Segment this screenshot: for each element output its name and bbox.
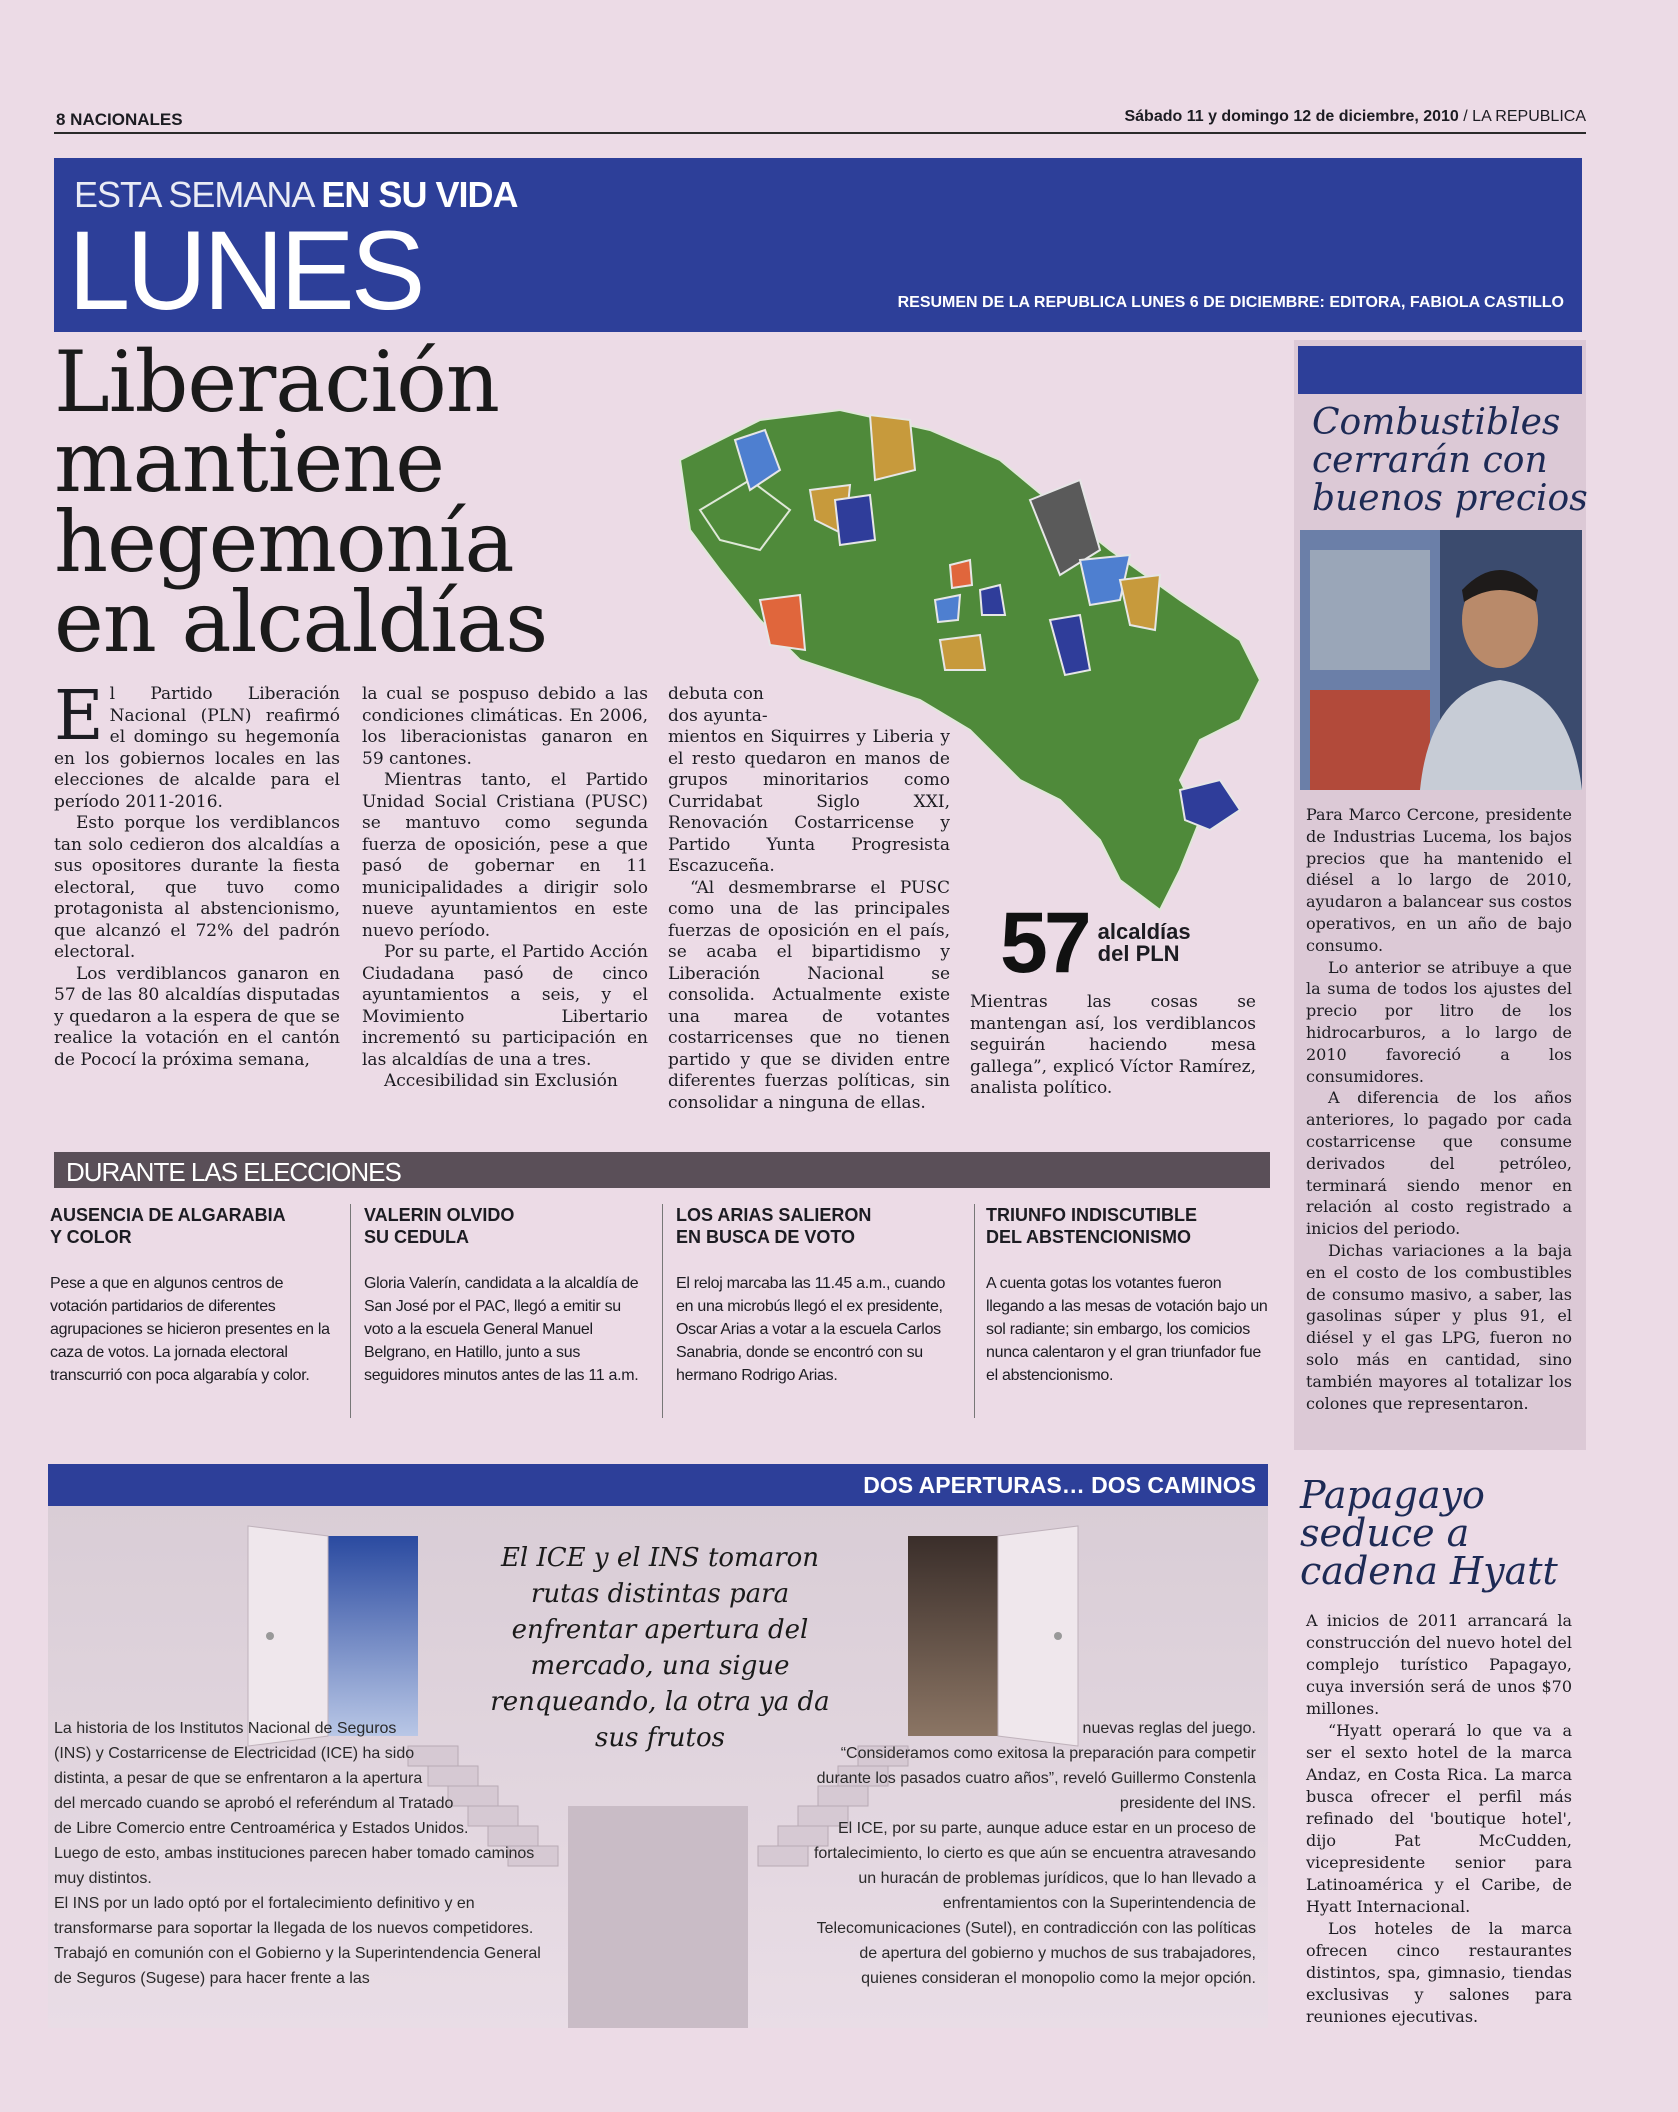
col2-p2: Mientras tanto, el Partido Unidad Social Cristiana (PUSC) se mantuvo como segunda fuerza de oposición, pese a que pasó de gobernar en 11 municipalidades a dirigir solo nueve ayuntamientos en este nuevo período.: [362, 770, 648, 941]
week-banner: [54, 158, 1582, 332]
article-col-2: [362, 684, 648, 1093]
paper-name: / LA REPUBLICA: [1458, 108, 1586, 125]
bullet-2-body: Gloria Valerín, candidata a la alcaldía de San José por el PAC, llegó a emitir su voto a la escuela General Manuel Belgrano, en Hatillo, junto a sus seguidores minutos antes de las 11 a.m.: [364, 1275, 639, 1384]
stat-number: 57: [1000, 895, 1088, 991]
sidebar-p1: Para Marco Cercone, presidente de Industrias Lucema, los bajos precios que ha mantenido el diésel a lo largo de 2010, ayudaron a balancear sus costos operativos, en un año de bajo consumo.: [1306, 805, 1572, 955]
header-rule: [54, 132, 1586, 134]
col3-p1: mientos en Siquirres y Liberia y el resto quedaron en manos de grupos minoritarios como Curridabat Siglo XXI, Renovación Costarricense y Partido Yunta Progresista Escazuceña.: [668, 727, 950, 876]
sidebar-title-2: cerrarán con: [1312, 440, 1548, 481]
kicker-bold: EN SU VIDA: [321, 174, 518, 215]
sidebar-p2: Lo anterior se atribuye a que la suma de todos los ajustes del precio por litro de los hidrocarburos, a lo largo de 2010 favoreció a los consumidores.: [1306, 957, 1572, 1086]
dos-title: DOS APERTURAS… DOS CAMINOS: [863, 1472, 1256, 1498]
papagayo-title-3: cadena Hyatt: [1300, 1549, 1558, 1593]
headline-line-3: en alcaldías: [54, 573, 548, 671]
bullet-4-body: A cuenta gotas los votantes fueron llegando a las mesas de votación bajo un sol radiante; sin embargo, los comicios nunca calentaron y el gran triunfador fue el abstencionismo.: [986, 1275, 1268, 1384]
main-headline: [54, 333, 914, 671]
papagayo-title: [1300, 1473, 1558, 1593]
dos-left-text: [54, 1716, 554, 1991]
col1-p3: Los verdiblancos ganaron en 57 de las 80 alcaldías disputadas y quedaron a la espera de que se realice la votación en el cantón de Pococí la próxima semana,: [54, 963, 340, 1070]
banner-summary: RESUMEN DE LA REPUBLICA LUNES 6 DE DICIEMBRE: EDITORA, FABIOLA CASTILLO: [897, 294, 1564, 311]
date-text: Sábado 11 y domingo 12 de diciembre, 2010: [1124, 108, 1459, 125]
dos-left-line-4: del mercado cuando se aprobó el referéndum al Tratado: [54, 1795, 454, 1812]
portrait-photo: [1300, 530, 1582, 790]
sidebar-title-3: buenos precios: [1312, 478, 1588, 519]
bullet-divider: [350, 1204, 351, 1418]
bullet-1-heading-2: Y COLOR: [50, 1227, 132, 1247]
col3-p2: “Al desmembrarse el PUSC como una de las principales fuerzas de oposición en el país, se acaba el bipartidismo y Liberación Nacional se consolida. Actualmente existe una marea de votantes costarricenses que no tienen partido y que se dividen entre diferentes fuerzas políticas, sin consolidar a ninguna de ellas.: [668, 877, 950, 1113]
dos-right-text: [800, 1716, 1256, 1991]
durante-title: DURANTE LAS ELECCIONES: [66, 1157, 401, 1187]
dos-bar: [48, 1464, 1268, 1506]
bullet-3-body: El reloj marcaba las 11.45 a.m., cuando en una microbús llegó el ex presidente, Oscar Arias a votar a la escuela Carlos Sanabria, donde se encontró con su hermano Rodrigo Arias.: [676, 1275, 946, 1384]
stat-label: [1098, 921, 1191, 965]
col2-p3: Por su parte, el Partido Acción Ciudadana pasó de cinco ayuntamientos a seis, y el Movimiento Libertario incrementó su participación en las alcaldías de una a tres.: [362, 942, 648, 1070]
durante-bar: [54, 1152, 1270, 1188]
col4-p1: Mientras las cosas se mantengan así, los verdiblancos seguirán haciendo mesa gallega”, explicó Víctor Ramírez, analista político.: [970, 992, 1256, 1098]
dos-left-line-2: (INS) y Costarricense de Electricidad (ICE) ha sido: [54, 1745, 415, 1762]
bullet-divider: [974, 1204, 975, 1418]
headline-line-1: Liberación mantiene: [54, 333, 499, 511]
bullet-3-heading-2: EN BUSCA DE VOTO: [676, 1227, 856, 1247]
dos-left-line-6: Luego de esto, ambas instituciones parecen haber tomado caminos muy distintos.: [54, 1845, 535, 1887]
sidebar-p3: A diferencia de los años anteriores, lo pagado por cada costarricense que consume derivados del petróleo, terminará siendo menor en relación al costo registrado a inicios del periodo.: [1306, 1088, 1572, 1239]
sidebar-title-1: Combustibles: [1312, 402, 1561, 443]
papagayo-p2: “Hyatt operará lo que va a ser el sexto hotel de la marca Andaz, en Costa Rica. La marca busca ofrecer el perfil más refinado del 'boutique hotel', dijo Pat McCudden, vicepresidente senior para Latinoamérica y el Caribe, de Hyatt Internacional.: [1306, 1721, 1572, 1916]
papagayo-p1: A inicios de 2011 arrancará la construcción del nuevo hotel del complejo turístico Papagayo, cuya inversión será de unos $70 millones.: [1306, 1611, 1572, 1718]
papagayo-p3: Los hoteles de la marca ofrecen cinco restaurantes distintos, spa, gimnasio, tiendas exclusivas y salones para reuniones ejecutivas.: [1306, 1919, 1572, 2026]
bullet-2-heading-2: SU CEDULA: [364, 1227, 470, 1247]
article-col-3: [668, 684, 950, 1114]
papagayo-title-1: Papagayo: [1300, 1473, 1485, 1517]
bullet-4-heading-1: TRIUNFO INDISCUTIBLE: [986, 1205, 1197, 1225]
bullet-3: [676, 1204, 966, 1387]
article-col-1: [54, 677, 340, 1071]
dropcap: E: [54, 677, 104, 756]
bullet-3-heading-1: LOS ARIAS SALIERON: [676, 1205, 872, 1225]
bullet-1: [50, 1204, 340, 1387]
dos-left-line-5: de Libre Comercio entre Centroamérica y Estados Unidos.: [54, 1820, 469, 1837]
sidebar-p4: Dichas variaciones a la baja en el costo de los combustibles de consumo masivo, a saber, las gasolinas súper y plus 91, el diésel y el gas LPG, fueron no solo más en cantidad, sino también mayores al totalizar los colones que representaron.: [1306, 1240, 1572, 1413]
bullet-1-heading-1: AUSENCIA DE ALGARABIA: [50, 1205, 286, 1225]
section-label: 8 NACIONALES: [56, 110, 183, 129]
col2-p4: Accesibilidad sin Exclusión: [384, 1071, 618, 1091]
stat-callout: [1000, 895, 1191, 991]
stat-label-2: del PLN: [1097, 941, 1180, 966]
col1-p1: l Partido Liberación Nacional (PLN) reafirmó el domingo su hegemonía en los gobiernos locales en las elecciones de alcalde para el período 2011-2016.: [54, 684, 340, 812]
dos-left-line-1: La historia de los Institutos Nacional de Seguros: [54, 1720, 397, 1737]
sidebar-body: [1306, 804, 1572, 1414]
col2-p1: la cual se pospuso debido a las condiciones climáticas. En 2006, los liberacionistas ganaron en 59 cantones.: [362, 684, 648, 769]
bullet-4-heading-2: DEL ABSTENCIONISMO: [986, 1227, 1192, 1247]
dos-right-p2: “Consideramos como exitosa la preparación para competir durante los pasados cuatro años”, reveló Guillermo Constenla presidente del INS.: [816, 1745, 1256, 1812]
kicker-light: ESTA SEMANA: [74, 174, 322, 215]
dos-right-p3: El ICE, por su parte, aunque aduce estar en un proceso de fortalecimiento, lo cierto es que aún se encuentra atravesando un huracán de problemas jurídicos, que lo han llevado a enfrentamientos con la Superintendencia de Telecomunicaciones (Sutel), en contradicción con las políticas de apertura del gobierno y muchos de sus trabajadores, quienes consideran el monopolio como la mejor opción.: [813, 1820, 1256, 1987]
bullet-1-body: Pese a que en algunos centros de votación partidarios de diferentes agrupaciones se hicieron presentes en la caza de votos. La jornada electoral transcurrió con poca algarabía y color.: [50, 1275, 330, 1384]
bullet-divider: [662, 1204, 663, 1418]
bullet-4: [986, 1204, 1270, 1387]
pull-quote: El ICE y el INS tomaron rutas distintas para enfrentar apertura del mercado, una sigue renqueando, la otra ya da sus frutos: [490, 1543, 830, 1753]
article-col-4: [970, 992, 1256, 1100]
issue-date: [1124, 108, 1586, 126]
col3-l1: debuta con: [668, 684, 764, 704]
dos-right-p1: nuevas reglas del juego.: [1082, 1720, 1256, 1737]
sidebar-band: [1298, 346, 1582, 394]
bullet-2: [364, 1204, 654, 1387]
sidebar-title: [1312, 404, 1588, 518]
bullet-2-heading-1: VALERIN OLVIDO: [364, 1205, 515, 1225]
headline-line-2: hegemonía: [54, 493, 514, 591]
col3-l2: dos ayunta-: [668, 705, 768, 726]
col1-p2: Esto porque los verdiblancos tan solo cedieron dos alcaldías a sus opositores durante la fiesta electoral, que tuvo como protagonista al abstencionismo, que alcanzó el 72% del padrón electoral.: [54, 813, 340, 962]
papagayo-body: [1306, 1610, 1572, 2028]
papagayo-title-2: seduce a: [1300, 1511, 1470, 1555]
dos-left-line-3: distinta, a pesar de que se enfrentaron a la apertura: [54, 1770, 423, 1787]
dos-left-line-7: El INS por un lado optó por el fortalecimiento definitivo y en transformarse para soportar la llegada de los nuevos competidores. Trabajó en comunión con el Gobierno y la Superintendencia General de Seguros (Sugese) para hacer frente a las: [54, 1895, 541, 1987]
stat-label-1: alcaldías: [1097, 919, 1191, 944]
banner-day: LUNES: [68, 208, 422, 333]
